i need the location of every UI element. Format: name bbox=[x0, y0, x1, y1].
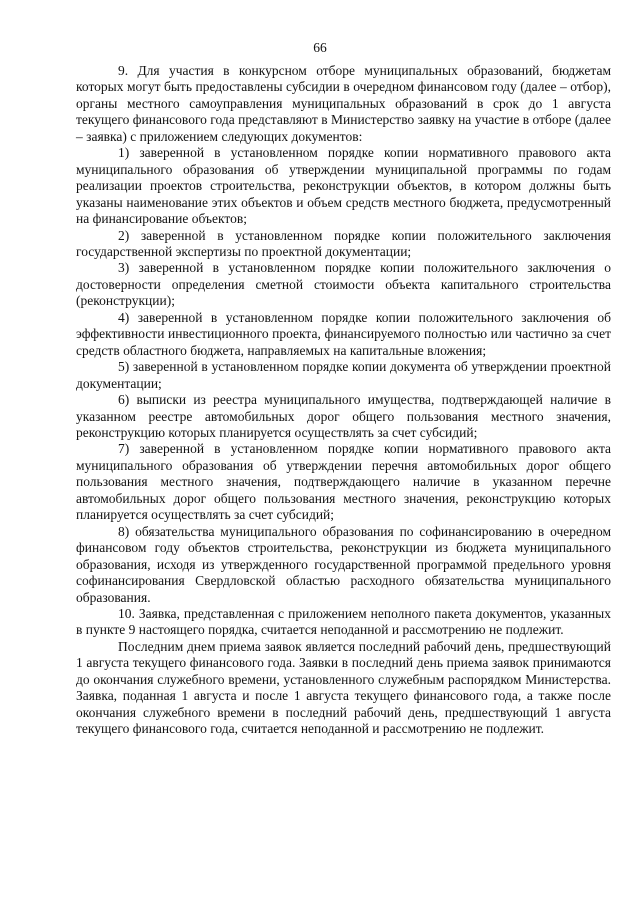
list-item-8: 8) обязательства муниципального образования по софинансированию в очередном финансовом году объектов строительства, реконструкции из бюджета муниципального образования, исходя из утвержденного государственной программой предельного уровня софинансирования Свердловской областью расходного обязательства муниципального образования. bbox=[76, 523, 611, 605]
list-item-1: 1) заверенной в установленном порядке копии нормативного правового акта муниципального образования об утверждении муниципальной программы по годам реализации проектов строительства, реконструкции объектов, в котором должны быть указаны наименование этих объектов и объем средств местного бюджета, предусмотренный на финансирование объектов; bbox=[76, 145, 611, 227]
list-item-3: 3) заверенной в установленном порядке копии положительного заключения о достоверности определения сметной стоимости объекта капитального строительства (реконструкции); bbox=[76, 260, 611, 309]
list-item-2: 2) заверенной в установленном порядке копии положительного заключения государственной экспертизы по проектной документации; bbox=[76, 227, 611, 259]
list-item-6: 6) выписки из реестра муниципального имущества, подтверждающей наличие в указанном реестре автомобильных дорог общего пользования местного значения, реконструкцию которых планируется осуществлять за счет субсидий; bbox=[76, 392, 611, 440]
paragraph-9-intro: 9. Для участия в конкурсном отборе муниципальных образований, бюджетам которых могут быть предоставлены субсидии в очередном финансовом году (далее – отбор), органы местного самоуправления муниципальных образований в срок до 1 августа текущего финансового года представляют в Министерство заявку на участие в отборе (далее – заявка) с приложением следующих документов: bbox=[76, 63, 611, 144]
paragraph-10: 10. Заявка, представленная с приложением неполного пакета документов, указанных в пункте 9 настоящего порядка, считается неподанной и рассмотрению не подлежит. bbox=[76, 605, 611, 638]
paragraph-deadline: Последним днем приема заявок является последний рабочий день, предшествующий 1 августа текущего финансового года. Заявки в последний день приема заявок принимаются до окончания служебного времени, установленного служебным распорядком Министерства. Заявка, поданная 1 августа и после 1 августа текущего финансового года, а также после окончания служебного времени в последний рабочий день, предшествующий 1 августа текущего финансового года, считается неподанной и рассмотрению не подлежит. bbox=[76, 638, 611, 737]
list-item-4: 4) заверенной в установленном порядке копии положительного заключения об эффективности инвестиционного проекта, финансируемого полностью или частично за счет средств областного бюджета, направляемых на капитальные вложения; bbox=[76, 309, 611, 358]
page-number: 66 bbox=[313, 40, 327, 55]
document-body bbox=[76, 63, 611, 738]
list-item-7: 7) заверенной в установленном порядке копии нормативного правового акта муниципального образования об утверждении перечня автомобильных дорог общего пользования местного значения, подтверждающего наличие в указанном перечне автомобильных дорог общего пользования местного значения, реконструкцию которых планируется осуществлять за счет субсидий; bbox=[76, 441, 611, 523]
list-item-5: 5) заверенной в установленном порядке копии документа об утверждении проектной документации; bbox=[76, 359, 611, 391]
